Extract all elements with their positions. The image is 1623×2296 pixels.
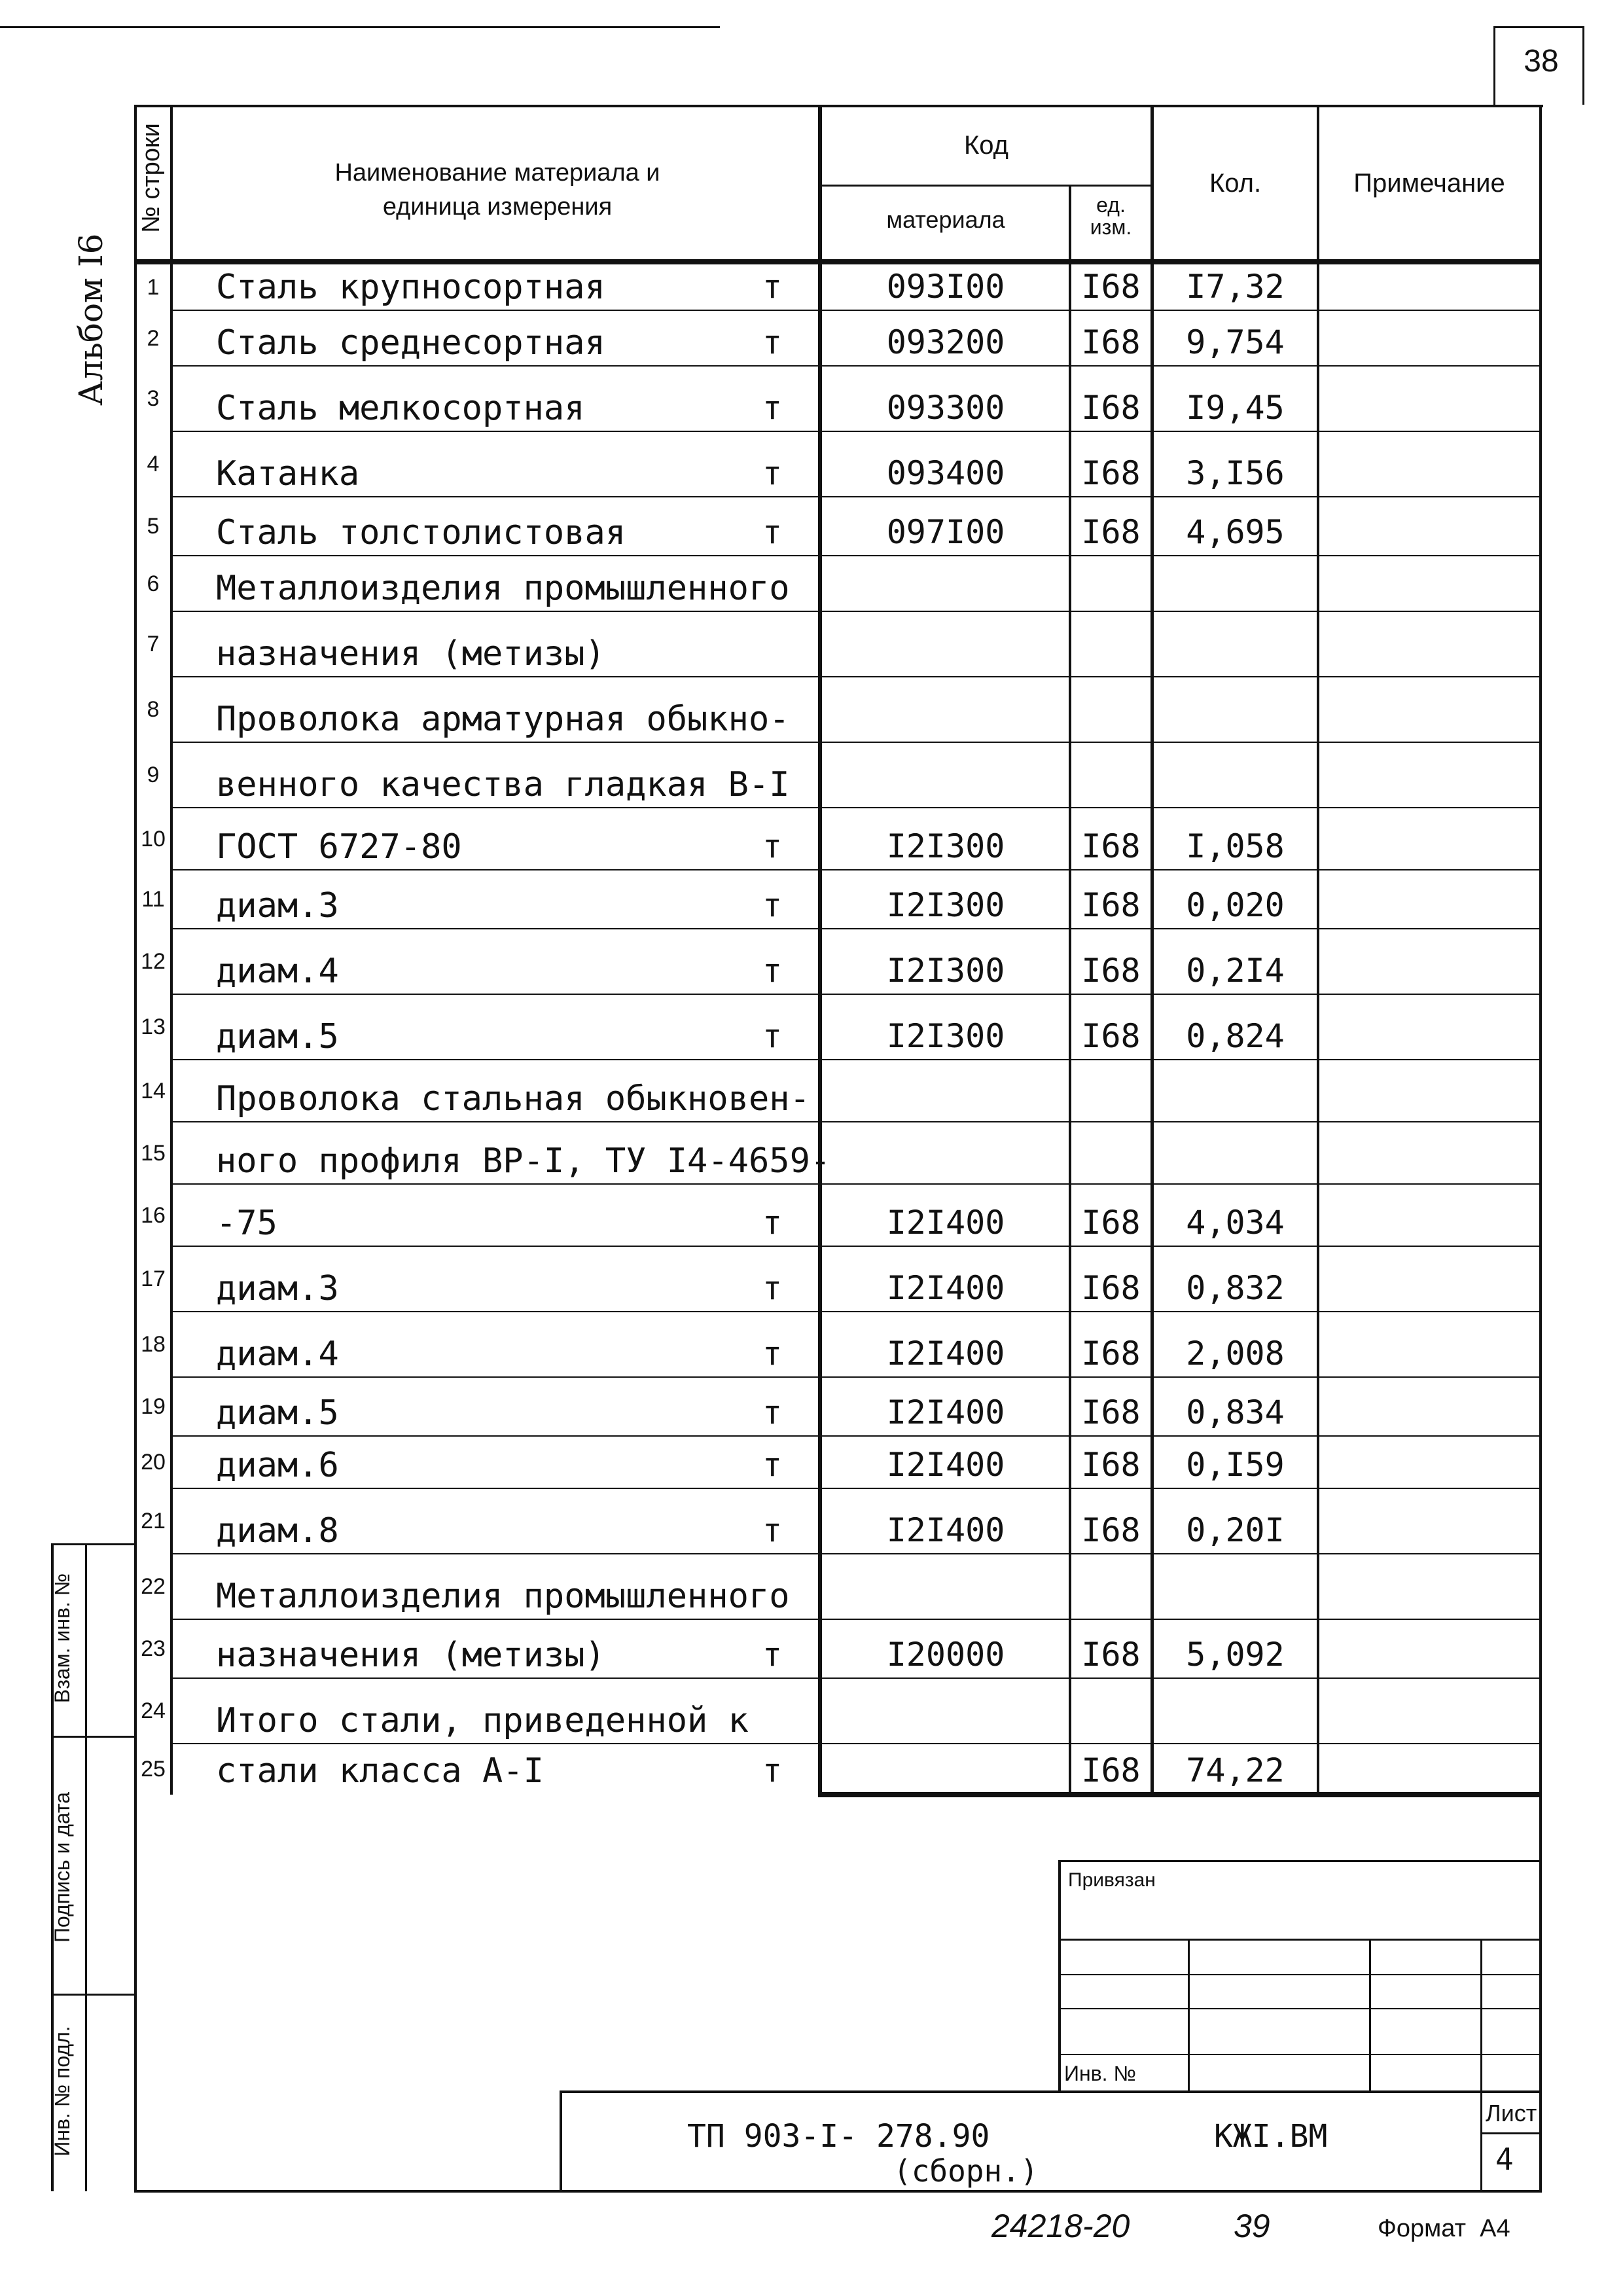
unit: т (762, 513, 783, 551)
header-row-no: № строки (137, 123, 165, 233)
row-divider (171, 1183, 1541, 1185)
stamp-vzam: Взам. инв. № (50, 1573, 74, 1704)
quantity: I,058 (1186, 827, 1285, 865)
priv-col2 (1369, 1939, 1371, 2090)
unit-code: I68 (1081, 886, 1141, 924)
stamp-podpis: Подпись и дата (50, 1791, 74, 1943)
header-code: Код (963, 131, 1008, 160)
page-box-right (1582, 26, 1584, 105)
quantity: 0,824 (1186, 1017, 1285, 1055)
material-code: I2I300 (886, 827, 1005, 865)
row-divider (171, 1677, 1541, 1679)
table-bottom-rule (818, 1792, 1542, 1797)
unit-code: I68 (1081, 1204, 1141, 1242)
material-code: I2I400 (886, 1446, 1005, 1484)
material-name: диам.6 (216, 1446, 339, 1485)
material-name: Катанка (216, 454, 360, 493)
row-divider (171, 1619, 1541, 1620)
header-code-material: материала (886, 206, 1005, 233)
material-code: I2I400 (886, 1204, 1005, 1242)
quantity: 0,2I4 (1186, 952, 1285, 990)
row-number: 2 (147, 325, 160, 351)
material-name: назначения (метизы) (216, 1636, 605, 1675)
quantity: 0,832 (1186, 1269, 1285, 1307)
stamp-inv-podl: Инв. № подл. (50, 2026, 74, 2157)
unit-code: I68 (1081, 827, 1141, 865)
material-code: I2I300 (886, 886, 1005, 924)
bottom-page: 39 (1234, 2208, 1270, 2244)
stamp-top (51, 1543, 134, 1545)
unit: т (762, 1017, 783, 1055)
row-divider (171, 365, 1541, 367)
material-code: 093200 (886, 323, 1005, 361)
stamp-div2 (51, 1994, 134, 1996)
row-divider (171, 1435, 1541, 1437)
material-code: I2I400 (886, 1269, 1005, 1307)
unit: т (762, 1204, 783, 1242)
page-number: 38 (1524, 44, 1559, 79)
priv-line1 (1058, 1939, 1542, 1941)
row-divider (171, 1488, 1541, 1489)
doc-sub: (сборн.) (893, 2153, 1039, 2189)
material-name: Сталь мелкосортная (216, 389, 585, 428)
unit: т (762, 1511, 783, 1549)
doc-mark: КЖI.ВМ (1214, 2118, 1328, 2155)
col-qty-line (1317, 105, 1319, 1795)
bottom-number: 24218-20 (991, 2208, 1130, 2244)
unit-code: I68 (1081, 1511, 1141, 1549)
material-name: Металлоизделия промышленного (216, 569, 790, 608)
material-name: Итого стали, приведенной к (216, 1701, 749, 1740)
header-code-unit: ед. изм. (1090, 193, 1132, 239)
row-number: 20 (141, 1450, 166, 1475)
doc-code: ТП 903-I- 278.90 (687, 2118, 990, 2155)
unit-code: I68 (1081, 323, 1141, 361)
material-name: Сталь среднесортная (216, 323, 605, 363)
row-number: 25 (141, 1756, 166, 1782)
unit: т (762, 1393, 783, 1431)
quantity: 0,834 (1186, 1393, 1285, 1431)
quantity: 74,22 (1186, 1751, 1285, 1789)
unit: т (762, 1446, 783, 1484)
row-divider (171, 1376, 1541, 1378)
row-number: 10 (141, 826, 166, 852)
inv-no-label: Инв. № (1064, 2062, 1136, 2085)
quantity: 2,008 (1186, 1335, 1285, 1372)
material-name: Сталь крупносортная (216, 268, 605, 307)
material-code: I2I300 (886, 952, 1005, 990)
format-label: Формат А4 (1378, 2215, 1510, 2242)
row-number: 12 (141, 949, 166, 974)
unit-code: I68 (1081, 1269, 1141, 1307)
material-code: I20000 (886, 1636, 1005, 1674)
row-number: 7 (147, 632, 160, 656)
priv-col1 (1188, 1939, 1190, 2090)
unit-code: I68 (1081, 268, 1141, 306)
row-divider (171, 676, 1541, 677)
material-code: I2I400 (886, 1335, 1005, 1372)
top-rule-right (1493, 26, 1584, 28)
quantity: 5,092 (1186, 1636, 1285, 1674)
priv-line2 (1058, 1974, 1542, 1975)
unit-code: I68 (1081, 1017, 1141, 1055)
frame-top (134, 105, 1543, 107)
unit-code: I68 (1081, 454, 1141, 492)
row-number: 11 (141, 887, 165, 912)
row-number: 14 (141, 1078, 166, 1103)
row-divider (171, 1121, 1541, 1122)
material-name: диам.3 (216, 886, 339, 925)
quantity: 0,020 (1186, 886, 1285, 924)
material-name: венного качества гладкая В-I (216, 765, 790, 804)
sheet-label: Лист (1486, 2100, 1537, 2126)
top-rule (0, 26, 720, 28)
sheet-divider (1480, 2132, 1542, 2134)
row-divider (171, 1311, 1541, 1312)
unit: т (762, 1751, 783, 1789)
unit: т (762, 952, 783, 990)
row-number: 17 (141, 1266, 166, 1291)
header-name: Наименование материала и единица измерения (334, 159, 660, 221)
quantity: 3,I56 (1186, 454, 1285, 492)
material-code: I2I400 (886, 1393, 1005, 1431)
unit-code: I68 (1081, 1446, 1141, 1484)
row-divider (171, 994, 1541, 995)
material-code: I2I400 (886, 1511, 1005, 1549)
row-number: 23 (141, 1636, 166, 1661)
unit: т (762, 389, 783, 427)
row-number: 15 (141, 1140, 166, 1166)
unit: т (762, 1269, 783, 1307)
row-divider (171, 611, 1541, 612)
frame-bottom (134, 2190, 1542, 2193)
row-number: 8 (147, 697, 160, 722)
unit: т (762, 1335, 783, 1372)
material-code: 093400 (886, 454, 1005, 492)
stamp-inner-line (85, 1543, 87, 2191)
row-number: 9 (147, 762, 160, 787)
row-divider (171, 1246, 1541, 1247)
title-top (560, 2090, 1542, 2093)
quantity: I7,32 (1186, 268, 1285, 306)
priv-top (1058, 1860, 1542, 1862)
material-name: диам.4 (216, 1335, 339, 1374)
priv-line3 (1058, 2008, 1542, 2009)
material-code: 093300 (886, 389, 1005, 427)
material-name: диам.4 (216, 952, 339, 991)
material-name: диам.5 (216, 1393, 339, 1433)
row-number: 18 (141, 1332, 166, 1357)
material-name: стали класса А-I (216, 1751, 544, 1791)
material-name: Металлоизделия промышленного (216, 1577, 790, 1616)
unit-code: I68 (1081, 1636, 1141, 1674)
quantity: 4,695 (1186, 513, 1285, 551)
sheet-number: 4 (1495, 2142, 1514, 2177)
row-number: 22 (141, 1574, 166, 1599)
quantity: I9,45 (1186, 389, 1285, 427)
unit-code: I68 (1081, 389, 1141, 427)
row-divider (171, 496, 1541, 497)
row-number: 16 (141, 1202, 166, 1228)
header-qty: Кол. (1209, 169, 1262, 198)
row-divider (171, 1553, 1541, 1554)
row-number: 1 (147, 274, 160, 300)
album-label: Альбом I6 (72, 233, 110, 406)
row-number: 6 (147, 571, 160, 596)
row-divider (171, 431, 1541, 432)
title-left (560, 2090, 562, 2193)
row-number: 21 (141, 1509, 166, 1534)
unit: т (762, 323, 783, 361)
row-divider (171, 310, 1541, 311)
row-number: 24 (141, 1698, 166, 1723)
page-box-left (1493, 26, 1495, 105)
code-sub-line (818, 185, 1152, 187)
row-number: 13 (141, 1014, 166, 1039)
quantity: 4,034 (1186, 1204, 1285, 1242)
material-name: назначения (метизы) (216, 634, 605, 673)
row-divider (171, 928, 1541, 929)
row-divider (171, 869, 1541, 870)
unit: т (762, 827, 783, 865)
priv-left (1058, 1860, 1061, 2092)
material-name: Сталь толстолистовая (216, 513, 626, 552)
material-name: Проволока стальная обыкновен- (216, 1079, 810, 1119)
priv-line4 (1058, 2054, 1542, 2055)
unit: т (762, 268, 783, 306)
unit: т (762, 1636, 783, 1674)
frame-right (1539, 105, 1542, 2193)
unit-code: I68 (1081, 1751, 1141, 1789)
material-code: 093I00 (886, 268, 1005, 306)
material-name: диам.5 (216, 1017, 339, 1056)
row-number: 19 (141, 1394, 166, 1419)
quantity: 0,I59 (1186, 1446, 1285, 1484)
material-name: ГОСТ 6727-80 (216, 827, 462, 867)
unit-code: I68 (1081, 513, 1141, 551)
material-name: -75 (216, 1204, 277, 1243)
row-number: 5 (147, 514, 160, 539)
priv-col3 (1480, 1939, 1482, 2190)
row-divider (171, 742, 1541, 743)
material-code: I2I300 (886, 1017, 1005, 1055)
row-divider (171, 555, 1541, 556)
row-divider (171, 1059, 1541, 1060)
header-note: Примечание (1353, 169, 1505, 198)
material-name: диам.3 (216, 1269, 339, 1308)
unit-code: I68 (1081, 1393, 1141, 1431)
unit: т (762, 454, 783, 492)
unit: т (762, 886, 783, 924)
stamp-div1 (51, 1736, 134, 1738)
material-code: 097I00 (886, 513, 1005, 551)
material-name: диам.8 (216, 1511, 339, 1551)
row-divider (171, 1743, 1541, 1744)
privyazan-label: Привязан (1068, 1869, 1156, 1891)
material-name: Проволока арматурная обыкно- (216, 700, 790, 739)
unit-code: I68 (1081, 952, 1141, 990)
row-number: 4 (147, 452, 160, 476)
material-name: ного профиля ВР-I, ТУ I4-4659- (216, 1141, 831, 1181)
quantity: 0,20I (1186, 1511, 1285, 1549)
quantity: 9,754 (1186, 323, 1285, 361)
header-bottom (134, 259, 1542, 264)
row-divider (171, 807, 1541, 808)
unit-code: I68 (1081, 1335, 1141, 1372)
col-rownum-line (170, 105, 173, 1795)
row-number: 3 (147, 386, 160, 411)
